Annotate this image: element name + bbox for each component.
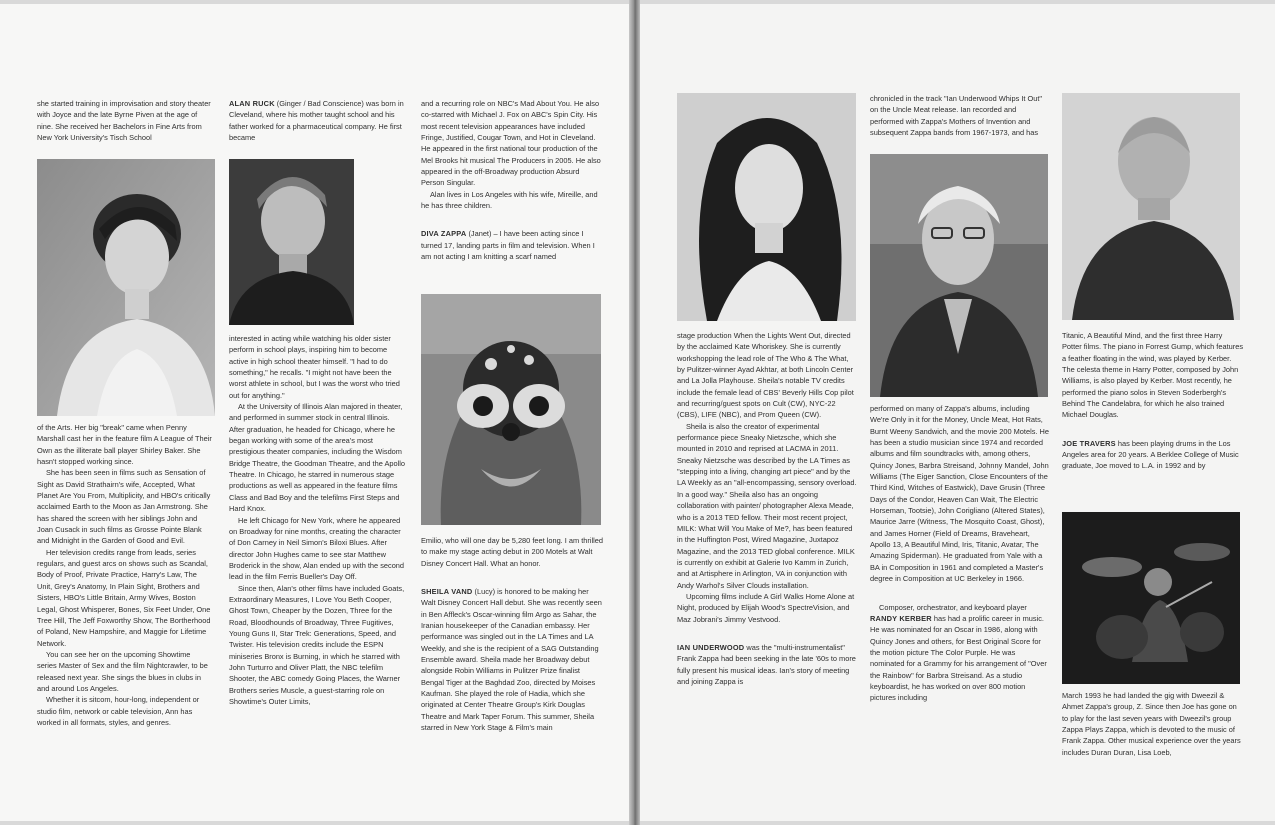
bio-paragraph xyxy=(421,228,601,262)
right-column-3 xyxy=(1062,330,1244,502)
performer-name: DIVA ZAPPA xyxy=(421,229,467,239)
alan-ruck-headshot-photo xyxy=(229,159,354,325)
actress-headshot-photo xyxy=(37,159,215,416)
bio-paragraph: interested in acting while watching his older sister perform in school plays, inspiring him to become active in high school theater himself. "I had to do something," he recalls. "I might not have been the worst athlete in school, but I was the worst who tried out for anything." xyxy=(229,334,400,400)
left-column-2 xyxy=(229,98,405,158)
right-column-2 xyxy=(870,93,1050,153)
left-column-2-lower xyxy=(229,333,405,778)
diva-zappa-mask-photo xyxy=(421,294,601,525)
bio-paragraph: At the University of Illinois Alan majored in theater, and performed in summer stock in central Illinois. After graduation, he headed for Chicago, where he began working with some of the area's most prestigious theater companies, including the Wisdom Bridge Theatre, the Goodman Theatre, and the Apollo Theatre. In Chicago, he starred in numerous stage productions as well as appeared in the feature films Class and Bad Boy and the telefilms First Steps and Hard Knox. xyxy=(229,402,405,514)
left-column-1 xyxy=(37,98,212,158)
left-column-3-lower xyxy=(421,535,603,778)
right-column-1 xyxy=(677,330,857,770)
bio-paragraph: Sheila is also the creator of experimental performance piece Sneaky Nietzsche, which she mounted in 2010 and reprised at LACMA in 2011. Sneaky Nietzsche was described by the LA Times as "stepping into a living, changing art piece" and by the LA Weekly as an "all-encompassing, sensory overload. In a good way." Sheila also has an ongoing collaboration with painter/ photographer Alexa Meade, who is a 2013 TED fellow. Their most recent project, MILK: What Will You Make of Me?, has been featured in the Huffington Post, Wired Magazine, Juxtapoz Magazine, and the 2013 TED global conference. MILK is currently on exhibit at Galerie Ivo Kamm in Zurich, and at Artisphere in Arlington, VA in conjunction with Andy Warhol's Silver Clouds installation. xyxy=(677,421,857,590)
bio-paragraph: Emilio, who will one day be 5,280 feet long. I am thrilled to make my stage acting debut in 200 Motels at Walt Disney Concert Hall. What an honor. xyxy=(421,536,603,568)
bio-text: has had a prolific career in music. He was nominated for an Oscar in 1986, along with Quincy Jones and others, for Best Original Score for the motion picture The Color Purple. He was nominated for a Grammy for his arrangement of "Over the Rainbow" for Barbra Streisand. As a studio keyboardist, he has worked on over 800 motion pictures including xyxy=(870,613,1047,703)
bio-paragraph: Whether it is sitcom, hour-long, independent or studio film, network or cable television, Ann has worked in all formats, styles, and genres. xyxy=(37,695,200,727)
right-column-2-lower xyxy=(870,403,1050,771)
bio-paragraph xyxy=(677,642,857,687)
bio-paragraph: stage production When the Lights Went Out, directed by the acclaimed Kate Whoriskey. She is currently workshopping the lead role of The Who & The What, by Pulitzer-winner Ayad Akhtar, at both Lincoln Center and La Jolla Playhouse. Sheila's notable TV credits include the female lead of CBS' Beverly Hills Cop pilot and recurring/guest spots on Cult (CW), NYC-22 (CBS), LIFE (NBC), and Prom Queen (CW). xyxy=(677,331,854,420)
performer-name: IAN UNDERWOOD xyxy=(677,642,745,652)
left-column-1-lower xyxy=(37,422,212,777)
bio-text: (Lucy) is honored to be making her Walt Disney Concert Hall debut. She was recently seen in Ben Affleck's Oscar-winning film Argo as Sahar, the Iranian housekeeper of the Canadian embassy. Her performance was singled out in the LA Times and LA Weekly, and she is the recipient of a SAG Outstanding Ensemble award. Sheila made her Broadway debut alongside Robin Williams in Pulitzer Prize finalist Bengal Tiger at the Baghdad Zoo, directed by Moises Kaufman. She played the role of Hadia, which she originated at Center Theatre Group's Kirk Douglas Theatre and Mark Taper Forum. This summer, Sheila starred in New York Stage & Film's main xyxy=(421,587,602,733)
bio-paragraph: March 1993 he had landed the gig with Dweezil & Ahmet Zappa's group, Z. Since then Joe has gone on to play for the last seven years with Dweezil's group Zappa Plays Zappa, which is devoted to the music of Frank Zappa. Other musical experience over the years includes Duran Duran, Lisa Loeb, xyxy=(1062,691,1241,757)
bio-paragraph: performed on many of Zappa's albums, including We're Only in it for the Money, Uncle Meat, Hot Rats, Burnt Weeny Sandwich, and the movie 200 Motels. He has been a studio musician since 1974 and recorded albums and film soundtracks with, among others, Quincy Jones, Barbra Streisand, Johnny Mandel, John Williams (The Eiger Sanction, Close Encounters of the Third Kind, Witches of Eastwick), Dave Grusin (Three Days of the Condor, Heaven Can Wait, The Electric Horseman, Tootsie), John Corigliano (Altered States), Maurice Jarre (Witness, The Mosquito Coast, Ghost), and James Horner (Field of Dreams, Braveheart, Apollo 13, A Beautiful Mind, Iris, Titanic, Avatar, The Amazing Spiderman). He graduated from Yale with a BA in Composition in 1961 and completed a Master's degree in Composition at UC Berkeley in 1966. xyxy=(870,404,1049,584)
bio-text: has been playing drums in the Los Angeles area for 20 years. A Berklee College of Music graduate, Joe moved to L.A. in 1992 and by xyxy=(1062,438,1239,471)
bio-paragraph: chronicled in the track "Ian Underwood Whips It Out" on the Uncle Meat release. Ian recorded and performed with Zappa's Mothers of Invention and subsequent Zappa bands from 1967-1973, and has xyxy=(870,94,1043,138)
left-page xyxy=(0,4,629,821)
bio-text: (Ginger / Bad Conscience) was born in Cleveland, where his mother taught school and his father worked for a pharmaceutical company. He first became xyxy=(229,99,404,143)
performer-name: ALAN RUCK xyxy=(229,99,275,108)
bio-paragraph: Upcoming films include A Girl Walks Home Alone at Night, produced by Elijah Wood's SpectreVision, and Maz Jobrani's Jimmy Vestvood. xyxy=(677,591,855,624)
bio-text: (Janet) – I have been acting since I turned 17, landing parts in film and television. When I am not acting I am knitting a scarf named xyxy=(421,229,595,262)
book-gutter xyxy=(629,0,640,825)
bio-paragraph: Since then, Alan's other films have included Goats, Extraordinary Measures, I Love You Beth Cooper, Ghost Town, Cheaper by the Dozen, Three for the Road, Bloodhounds of Broadway, Three Fugitives, Young Guns II, Star Trek: Generations, Speed, and Twister. His television credits include the ESPN miniseries Bronx is Burning, in which he starred with John Turturro and Oliver Platt, the NBC telefilm Shooter, the ABC comedy Going Places, the Warner Brothers series Muscle, a guest-starring role on Showtime's Outer Limits, xyxy=(229,583,405,706)
bio-paragraph: He left Chicago for New York, where he appeared on Broadway for nine months, creating the character of Don Carney in Neil Simon's Biloxi Blues. After director John Hughes came to see star Matthew Broderick in the show, Alan ended up with the second lead in the film Ferris Bueller's Day Off. xyxy=(229,515,405,582)
bio-paragraph: she started training in improvisation and story theater with Joyce and the late Byrne Piven at the age of nine. She received her Bachelors in Fine Arts from New York University's Tisch School xyxy=(37,99,211,143)
bio-text: was the "multi-instrumentalist" Frank Zappa had been seeking in the late '60s to more fully present his musical ideas. Ian's story of meeting and joining Zappa is xyxy=(677,642,856,686)
joe-travers-drumming-photo xyxy=(1062,512,1240,684)
bio-paragraph: Her television credits range from leads, series regulars, and guest arcs on shows such as Scandal, Body of Proof, Private Practice, Harry's Law, The Unit, Grey's Anatomy, In Plain Sight, Brothers and Sisters, HBO's Little Britain, Army Wives, Boston Legal, Ghost Whisperer, Bones, Six Feet Under, One Tree Hill, The Jeff Foxworthy Show, The Bortherhood of Poland, New Hampshire, and Maggie for Lifetime Network. xyxy=(37,547,211,648)
left-column-3 xyxy=(421,98,601,293)
bio-paragraph: and a recurring role on NBC's Mad About You. He also co-starred with Michael J. Fox on ABC's Spin City. His most recent television appearances have included Fringe, Justified, Cougar Town, and Hot in Cleveland. He appeared in the first national tour production of the Mel Brooks hit musical The Producers in 2005. He also appeared in the off-Broadway production Absurd Person Singular. xyxy=(421,99,601,188)
bio-paragraph xyxy=(870,602,1050,704)
bio-paragraph: You can see her on the upcoming Showtime series Master of Sex and the film Nightcrawler, to be released next year. She sings the blues in clubs in and around Los Angeles. xyxy=(37,649,208,693)
bio-paragraph: She has been seen in films such as Sensation of Sight as David Strathairn's wife, Accepted, What Planet Are You From, Multiplicity, and HBO's critically acclaimed Earth to the Moon as Jan Armstrong. She has shared the screen with her siblings John and Joan Cusack in such films as Grosse Pointe Blank and Midnight in the Garden of Good and Evil. xyxy=(37,468,211,546)
ian-underwood-headshot-photo xyxy=(870,154,1048,397)
bio-paragraph: of the Arts. Her big "break" came when Penny Marshall cast her in the feature film A League of Their Own as the illiterate ball player Shirley Baker. She hasn't stopped working since. xyxy=(37,423,212,467)
bio-text: Composer, orchestrator, and keyboard player xyxy=(879,602,1027,612)
performer-name: SHEILA VAND xyxy=(421,587,473,597)
performer-name: JOE TRAVERS xyxy=(1062,438,1116,448)
performer-name: RANDY KERBER xyxy=(870,613,932,623)
randy-kerber-headshot-photo xyxy=(1062,93,1240,320)
bio-paragraph xyxy=(229,98,405,143)
bio-paragraph: Titanic, A Beautiful Mind, and the first three Harry Potter films. The piano in Forrest Gump, which features a feather floating in the wind, was played by Kerber. The celesta theme in Harry Potter, composed by John Williams, is also played by Kerber. Most recently, he performed the piano solos in Steven Soderbergh's Behind The Candelabra, for which he also trained Michael Douglas. xyxy=(1062,331,1244,420)
sheila-vand-headshot-photo xyxy=(677,93,856,321)
right-page xyxy=(640,4,1275,821)
bio-paragraph xyxy=(1062,438,1244,472)
bio-paragraph: Alan lives in Los Angeles with his wife, Mireille, and he has three children. xyxy=(421,189,598,211)
right-column-3-lower xyxy=(1062,690,1244,770)
bio-paragraph xyxy=(421,586,603,733)
